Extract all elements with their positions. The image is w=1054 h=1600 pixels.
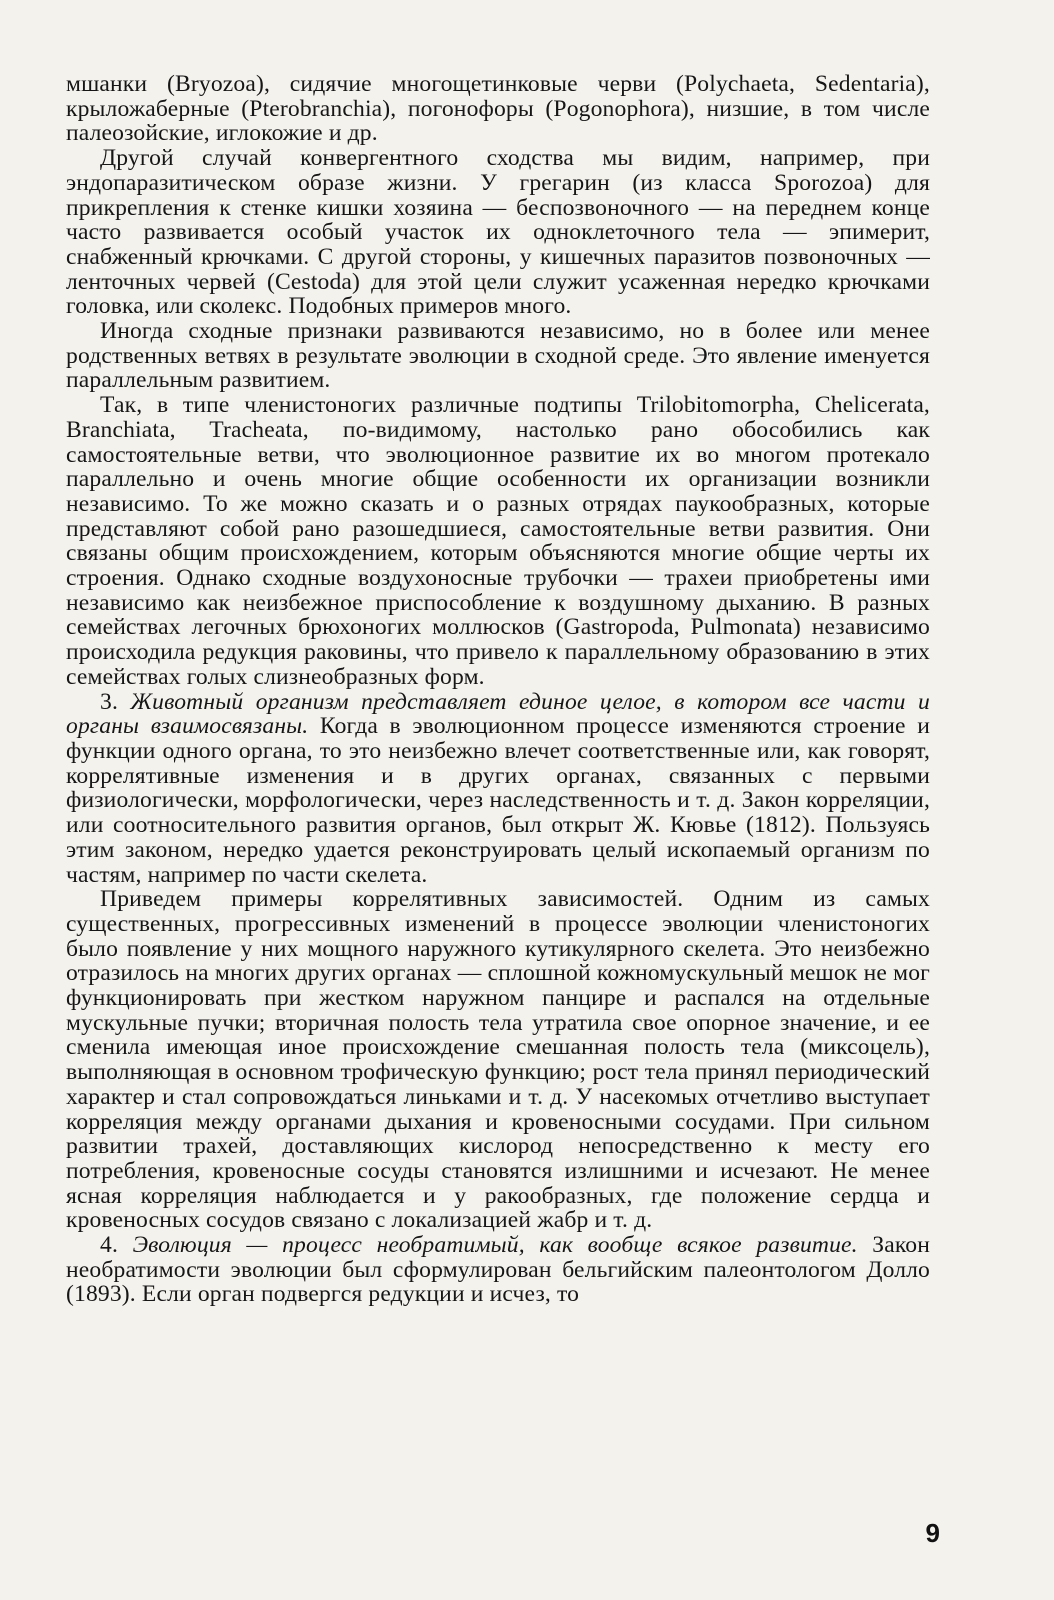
paragraph-text: Когда в эволюционном процессе изменяются строение и функции одного органа, то это неизбежно влечет соответственные или, как говорят, коррелятивные изменения и в других органах, связанных с первыми физиологически, морфологически, через наследственность и т. д. Закон корреляции, или соотносительного развития органов, был открыт Ж. Кювье (1812). Пользуясь этим законом, нередко удается реконструировать целый ископаемый организм по частям, например по части скелета.	[66, 713, 930, 888]
paragraph-arthropod-parallelism	[66, 393, 930, 689]
paragraph-text: Иногда сходные признаки развиваются независимо, но в более или менее родственных ветвях в результате эволюции в сходной среде. Это явление именуется параллельным развитием.	[66, 318, 930, 394]
page-number: 9	[925, 1518, 940, 1548]
paragraph-text: Приведем примеры коррелятивных зависимостей. Одним из самых существенных, прогрессивных изменений в процессе эволюции членистоногих было появление у них мощного наружного кутикулярного скелета. Это неизбежно отразилось на многих других органах — сплошной кожномускульный мешок не мог функционировать при жестком наружном панцире и распался на отдельные мускульные пучки; вторичная полость тела утратила свое опорное значение, и ее сменила имеющая иное происхождение смешанная полость тела (миксоцель), выполняющая в основном трофическую функцию; рост тела принял периодический характер и стал сопровождаться линьками и т. д. У насекомых отчетливо выступает корреляция между органами дыхания и кровеносными сосудами. При сильном развитии трахей, доставляющих кислород непосредственно к месту его потребления, кровеносные сосуды становятся излишними и исчезают. Не менее ясная корреляция наблюдается и у ракообразных, где положение сердца и кровеносных сосудов связано с локализацией жабр и т. д.	[66, 886, 930, 1234]
paragraph-text: Так, в типе членистоногих различные подтипы Trilobitomorpha, Chelicerata, Branchiata, Tracheata, по-видимому, настолько рано обособились как самостоятельные ветви, что эволюционное развитие их во многом протекало параллельно и очень многие общие особенности их организации возникли независимо. То же можно сказать и о разных отрядах паукообразных, которые представляют собой рано разошедшиеся, самостоятельные ветви развития. Они связаны общим происхождением, которым объясняются многие общие черты их строения. Однако сходные воздухоносные трубочки — трахеи приобретены ими независимо как неизбежное приспособление к воздушному дыханию. В разных семействах легочных брюхоногих моллюсков (Gastropoda, Pulmonata) независимо происходила редукция раковины, что привело к параллельному образованию в этих семействах голых слизнеобразных форм.	[66, 392, 930, 690]
paragraph-correlation-law	[66, 690, 930, 888]
paragraph-number: 4.	[100, 1232, 133, 1259]
paragraph-thesis: Эволюция — процесс необратимый, как вообще всякое развитие.	[132, 1232, 858, 1259]
paragraph-text: Другой случай конвергентного сходства мы видим, например, при эндопаразитическом образе жизни. У грегарин (из класса Sporozoa) для прикрепления к стенке кишки хозяина — беспозвоночного — на переднем конце часто развивается особый участок их одноклеточного тела — эпимерит, снабженный крючками. С другой стороны, у кишечных паразитов позвоночных — ленточных червей (Cestoda) для этой цели служит усаженная нередко крючками головка, или сколекс. Подобных примеров много.	[66, 145, 930, 320]
paragraph-irreversibility	[66, 1233, 930, 1307]
paragraph-thesis: Животный организм представляет единое целое, в котором все части и органы взаимосвязаны.	[66, 688, 930, 740]
body-text	[66, 72, 930, 1307]
paragraph-text: Закон необратимости эволюции был сформулирован бельгийским палеонтологом Долло (1893). Если орган подвергся редукции и исчез, то	[66, 1232, 931, 1308]
paragraph-correlation-examples	[66, 887, 930, 1233]
paragraph-number: 3.	[100, 688, 131, 715]
paragraph-continuation	[66, 72, 930, 146]
paragraph-convergence-parasites	[66, 146, 930, 319]
paragraph-text: мшанки (Bryozoa), сидячие многощетинковые черви (Polychaeta, Sedentaria), крыложаберные (Pterobranchia), погонофоры (Pogonophora), низшие, в том числе палеозойские, иглокожие и др.	[66, 71, 930, 147]
paragraph-parallel-definition	[66, 319, 930, 393]
